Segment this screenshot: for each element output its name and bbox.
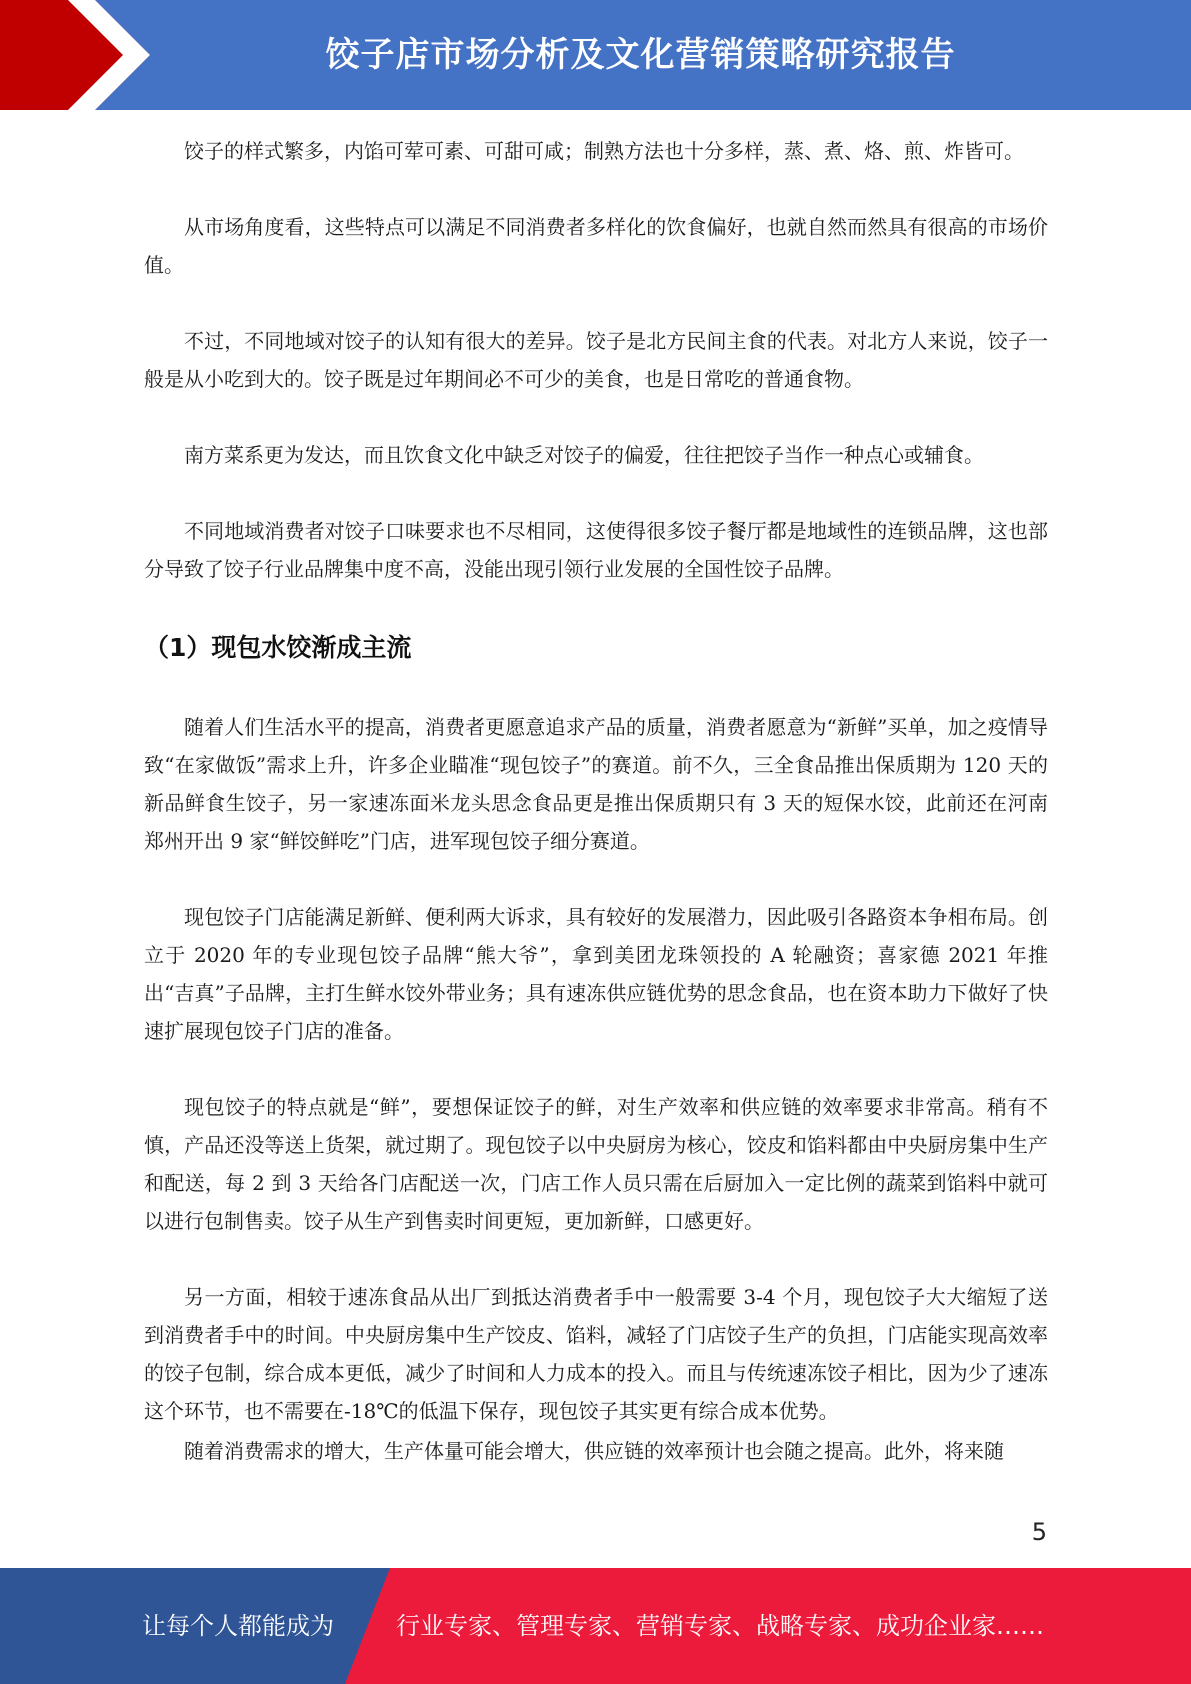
paragraph: 不同地域消费者对饺子口味要求也不尽相同，这使得很多饺子餐厅都是地域性的连锁品牌，这也部分导致了饺子行业品牌集中度不高，没能出现引领行业发展的全国性饺子品牌。 <box>144 519 1048 581</box>
report-title: 饺子店市场分析及文化营销策略研究报告 <box>325 35 956 75</box>
paragraph: 不过，不同地域对饺子的认知有很大的差异。饺子是北方民间主食的代表。对北方人来说，饺子一般是从小吃到大的。饺子既是过年期间必不可少的美食，也是日常吃的普通食物。 <box>144 329 1048 391</box>
paragraph: 现包饺子门店能满足新鲜、便利两大诉求，具有较好的发展潜力，因此吸引各路资本争相布局。创立于 2020 年的专业现包饺子品牌“熊大爷”，拿到美团龙珠领投的 A 轮融资；喜家德 2021 年推出“吉真”子品牌，主打生鲜水饺外带业务；具有速冻供应链优势的思念食品，也在资本助力下做好了快速扩展现包饺子门店的准备。 <box>144 905 1048 1043</box>
paragraph: 从市场角度看，这些特点可以满足不同消费者多样化的饮食偏好，也就自然而然具有很高的市场价值。 <box>144 215 1048 277</box>
section-heading: （1）现包水饺渐成主流 <box>144 633 412 662</box>
page-number: 5 <box>1031 1518 1047 1546</box>
paragraph: 另一方面，相较于速冻食品从出厂到抵达消费者手中一般需要 3-4 个月，现包饺子大大缩短了送到消费者手中的时间。中央厨房集中生产饺皮、馅料，减轻了门店饺子生产的负担，门店能实现高效率的饺子包制，综合成本更低，减少了时间和人力成本的投入。而且与传统速冻饺子相比，因为少了速冻这个环节，也不需要在-18℃的低温下保存，现包饺子其实更有综合成本优势。 <box>144 1285 1048 1423</box>
footer-slogan-right: 行业专家、管理专家、营销专家、战略专家、成功企业家…… <box>396 1612 1044 1640</box>
document-body <box>144 132 1048 1508</box>
page-header <box>0 0 1191 110</box>
paragraph: 随着消费需求的增大，生产体量可能会增大，供应链的效率预计也会随之提高。此外，将来随 <box>184 1439 1004 1463</box>
page-footer <box>0 1568 1191 1684</box>
paragraph: 现包饺子的特点就是“鲜”，要想保证饺子的鲜，对生产效率和供应链的效率要求非常高。稍有不慎，产品还没等送上货架，就过期了。现包饺子以中央厨房为核心，饺皮和馅料都由中央厨房集中生产和配送，每 2 到 3 天给各门店配送一次，门店工作人员只需在后厨加入一定比例的蔬菜到馅料中就可以进行包制售卖。饺子从生产到售卖时间更短，更加新鲜，口感更好。 <box>144 1095 1048 1233</box>
footer-slogan-left: 让每个人都能成为 <box>142 1612 334 1640</box>
paragraph: 南方菜系更为发达，而且饮食文化中缺乏对饺子的偏爱，往往把饺子当作一种点心或辅食。 <box>184 443 984 467</box>
paragraph: 饺子的样式繁多，内馅可荤可素、可甜可咸；制熟方法也十分多样，蒸、煮、烙、煎、炸皆可。 <box>184 139 1024 163</box>
paragraph: 随着人们生活水平的提高，消费者更愿意追求产品的质量，消费者愿意为“新鲜”买单，加之疫情导致“在家做饭”需求上升，许多企业瞄准“现包饺子”的赛道。前不久，三全食品推出保质期为 120 天的新品鲜食生饺子，另一家速冻面米龙头思念食品更是推出保质期只有 3 天的短保水饺，此前还在河南郑州开出 9 家“鲜饺鲜吃”门店，进军现包饺子细分赛道。 <box>144 715 1048 853</box>
